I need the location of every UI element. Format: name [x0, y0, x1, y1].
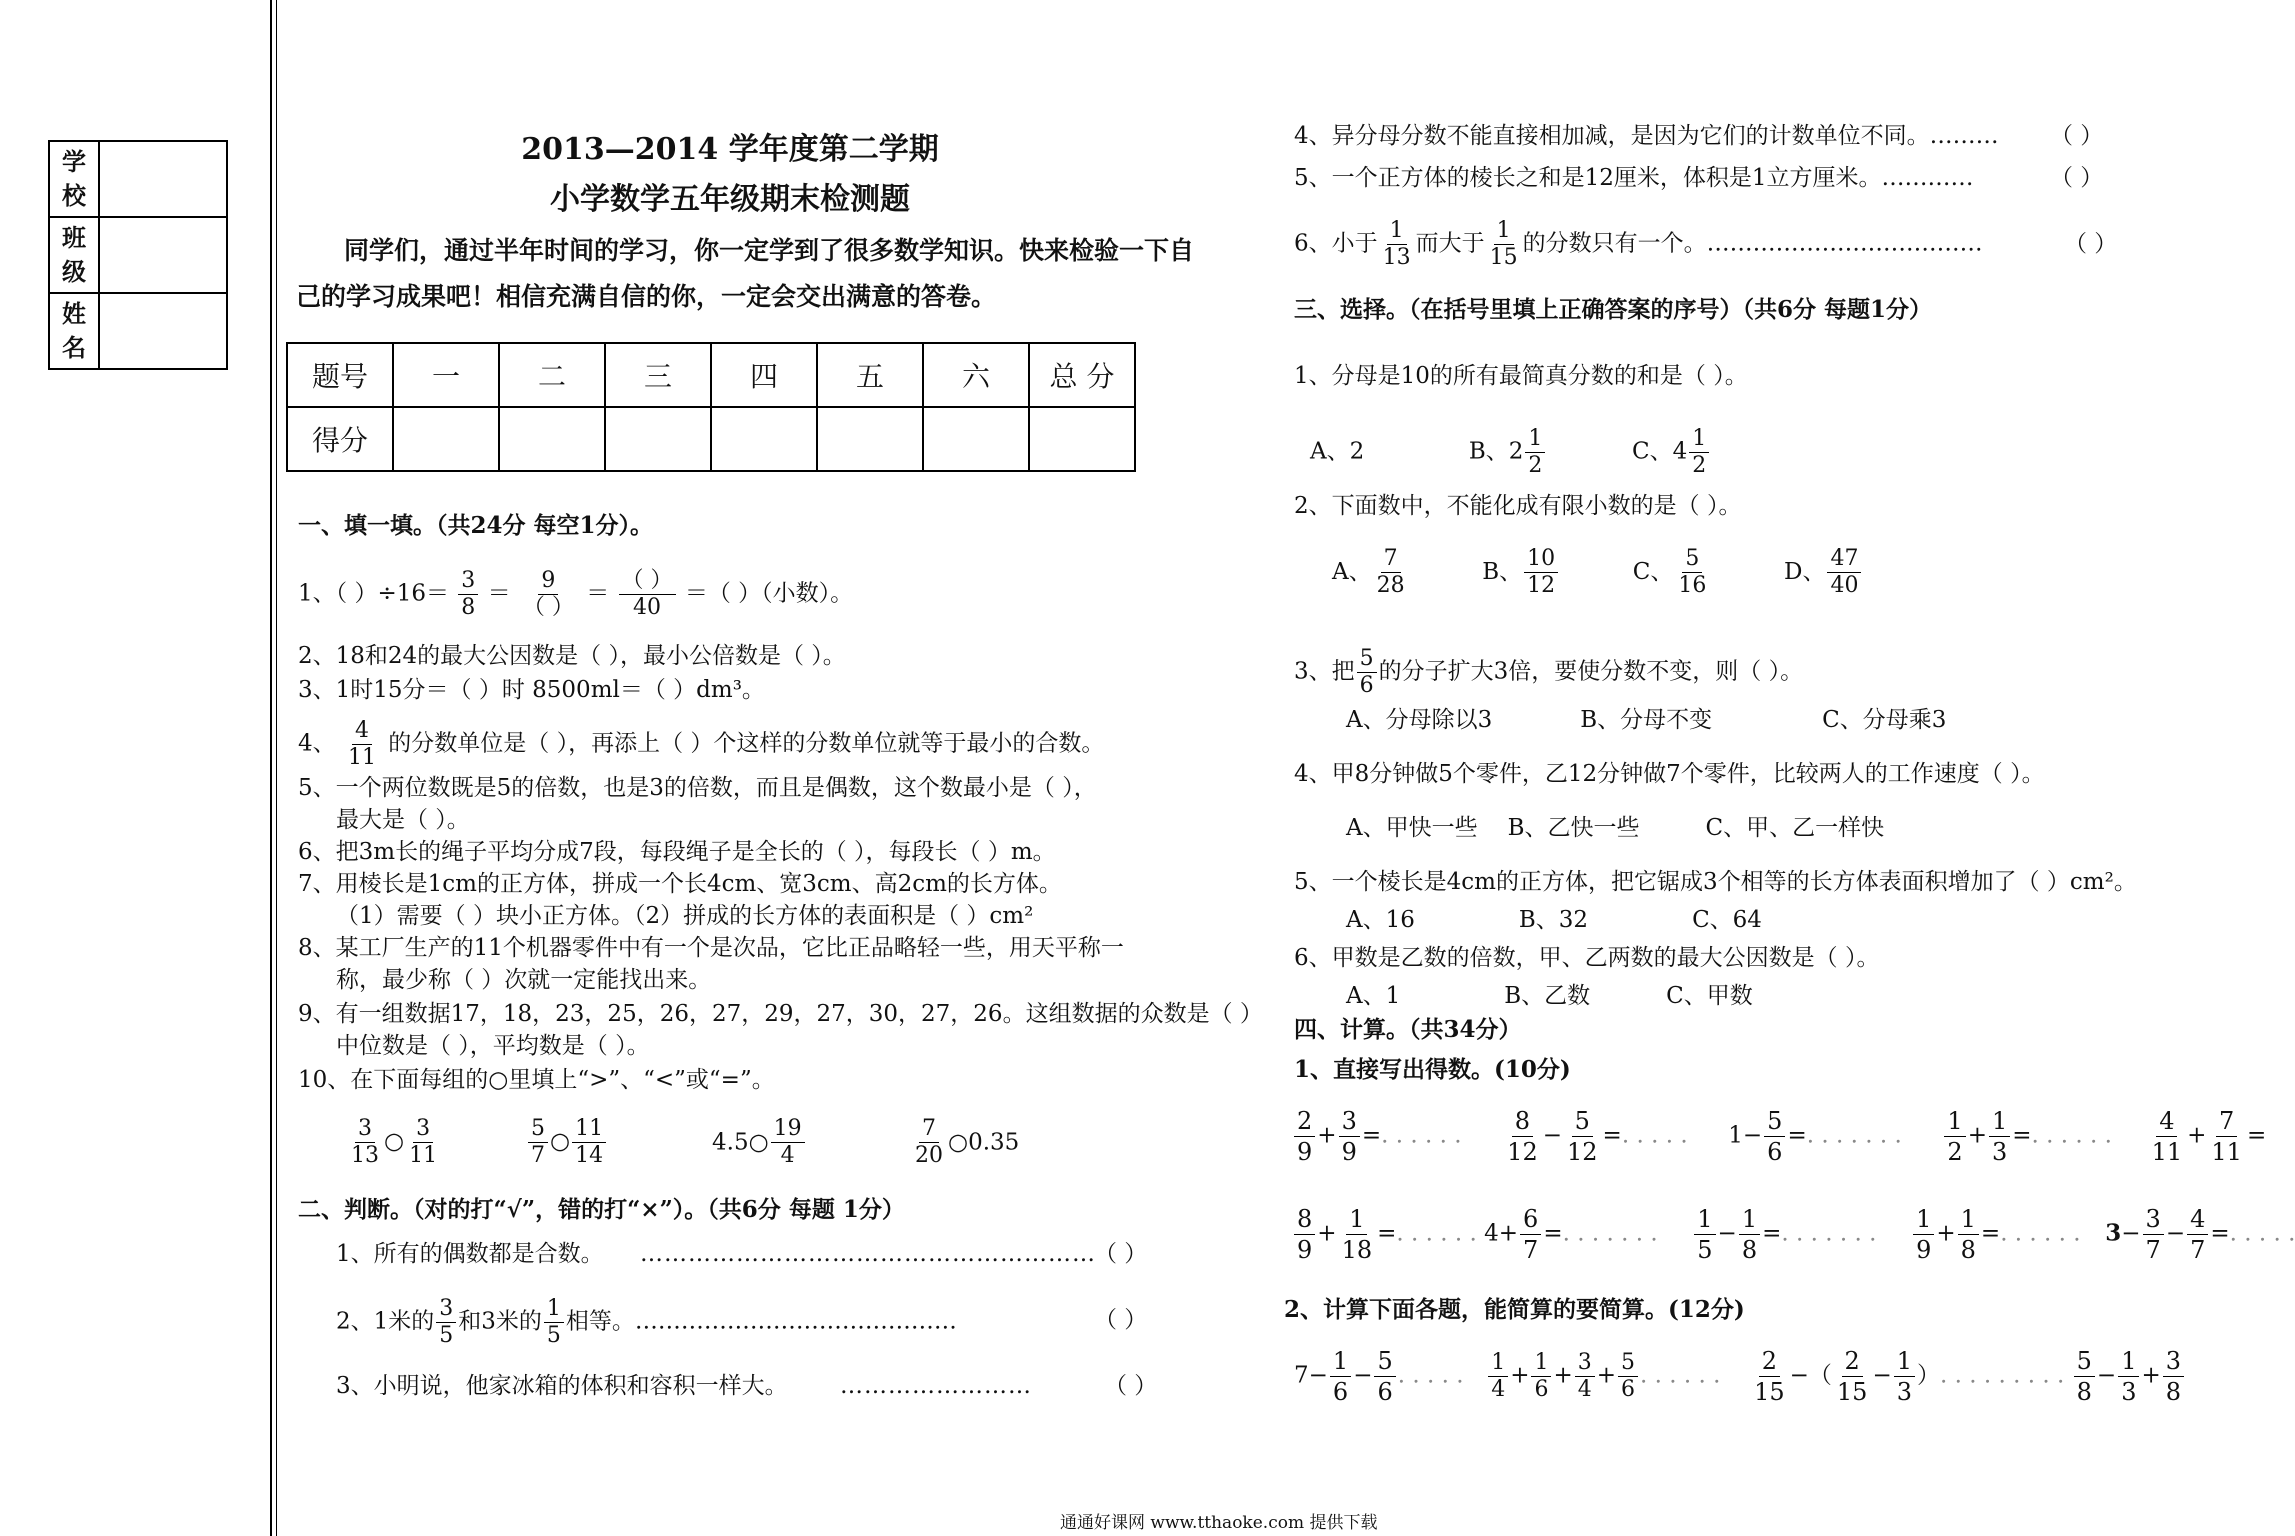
binding-line-2 [276, 0, 277, 1536]
choice-5: 5、一个棱长是4cm的正方体，把它锯成3个相等的长方体表面积增加了（ ）cm²。 [1294, 869, 2137, 895]
option-c[interactable]: C、甲、乙一样快 [1705, 815, 1885, 841]
section3-heading: 三、选择。（在括号里填上正确答案的序号）（共6分 每题1分） [1294, 296, 1933, 323]
choice-1: 1、分母是10的所有最简真分数的和是（ ）。 [1294, 363, 1748, 389]
choice-3: 3、把 $\frac{5}{6}$ 的分子扩大3倍，要使分数不变，则（ ）。 [1294, 646, 1804, 698]
exam-year-title: 2013—2014 学年度第二学期 [521, 132, 939, 167]
school-field[interactable] [100, 142, 226, 216]
q8-line1: 8、某工厂生产的11个机器零件中有一个是次品，它比正品略轻一些，用天平称一 [298, 935, 1124, 961]
fraction: $\frac{3}{8}$ [458, 568, 478, 621]
option-d[interactable]: D、 $\frac{47}{40}$ [1784, 559, 1863, 585]
option-b[interactable]: B、 $\frac{10}{12}$ [1482, 559, 1560, 585]
score-header-cell: 题号 [287, 343, 393, 407]
judge-3: 3、小明说，他家冰箱的体积和容积一样大。 [336, 1373, 788, 1399]
score-header-cell: 五 [817, 343, 923, 407]
score-header-cell: 二 [499, 343, 605, 407]
judge-5: 5、一个正方体的棱长之和是12厘米，体积是1立方厘米。………… [1294, 165, 1974, 191]
section4-heading: 四、计算。（共34分） [1294, 1016, 1522, 1043]
intro-line-2: 己的学习成果吧！相信充满自信的你，一定会交出满意的答卷。 [296, 282, 997, 311]
choice-4-options [1346, 812, 1884, 844]
option-c[interactable]: C、甲数 [1666, 983, 1753, 1009]
choice-4: 4、甲8分钟做5个零件，乙12分钟做7个零件，比较两人的工作速度（ ）。 [1294, 761, 2045, 787]
footer-source: 通通好课网 www.tthaoke.com 提供下载 [1060, 1513, 1378, 1533]
school-label: 学 校 [50, 142, 100, 216]
q9-line2: 中位数是（ ），平均数是（ ）。 [336, 1033, 650, 1059]
score-header-cell: 六 [923, 343, 1029, 407]
option-a[interactable]: A、2 [1310, 438, 1365, 465]
choice-2: 2、下面数中，不能化成有限小数的是（ ）。 [1294, 493, 1742, 519]
score-cell[interactable] [711, 407, 817, 471]
option-b[interactable]: B、分母不变 [1580, 707, 1713, 733]
q10-item-1: $\frac{3}{13}$ ○ $\frac{3}{11}$ [351, 1116, 438, 1168]
dot-leader: ………………………………………………… [640, 1241, 1096, 1267]
option-c[interactable]: C、4 [1632, 438, 1688, 465]
judge-5-answer[interactable]: （ ） [2050, 165, 2104, 191]
choice-6: 6、甲数是乙数的倍数，甲、乙两数的最大公因数是（ ）。 [1294, 945, 1880, 971]
dot-leader: …………………… [840, 1373, 1032, 1399]
q4: 4、 $\frac{4}{11}$ 的分数单位是（ ），再添上（ ）个这样的分数单位就等于最小的合数。 [298, 718, 1105, 770]
binding-line [270, 0, 272, 1536]
q5-line2: 最大是（ ）。 [336, 807, 470, 833]
choice-3-options [1346, 704, 1946, 736]
option-b[interactable]: B、乙数 [1504, 983, 1591, 1009]
option-a[interactable]: A、甲快一些 [1346, 815, 1478, 841]
q10-item-4: $\frac{7}{20}$ ○0.35 [915, 1116, 1020, 1168]
score-cell[interactable] [1029, 407, 1135, 471]
score-cell[interactable] [923, 407, 1029, 471]
q9-line1: 9、有一组数据17，18，23，25，26，27，29，27，30，27，26。这组数据的众数是（ ） [298, 1001, 1263, 1027]
option-c[interactable]: C、 $\frac{5}{16}$ [1632, 546, 1707, 598]
direct-calc-row-2: $\frac{8}{9}$ + $\frac{1}{18}$ =. . . . . . 4+ $\frac{6}{7}$ =. . . . . . . $\frac{1}{5}$ − $\frac{1}{8}$ =. . . . . . . $\frac{1}{9}$ + $\frac{1}{8}$ =. . . . . . 3− $\frac{3}{7}$ − $\frac{4}{7}$ =. . . . . [1292, 1204, 2295, 1265]
judge-4: 4、异分母分数不能直接相加减，是因为它们的计数单位不同。……… [1294, 123, 1999, 149]
judge-6: 6、小于 $\frac{1}{13}$ 而大于 $\frac{1}{15}$ 的分数只有一个。……………………………… [1294, 218, 1983, 270]
choice-1-options: A、2 B、2 $\frac{1}{2}$ C、4 $\frac{1}{2}$ [1310, 426, 1711, 479]
option-a[interactable]: A、分母除以3 [1346, 707, 1493, 733]
intro-line-1: 同学们，通过半年时间的学习，你一定学到了很多数学知识。快来检验一下自 [344, 236, 1195, 265]
score-header-cell: 三 [605, 343, 711, 407]
judge-4-answer[interactable]: （ ） [2050, 123, 2104, 149]
student-info-box [48, 140, 228, 370]
score-header-cell: 总 分 [1029, 343, 1135, 407]
judge-2-answer[interactable]: （ ） [1094, 1307, 1148, 1333]
option-b[interactable]: B、2 [1468, 438, 1524, 465]
judge-2: 2、1米的 $\frac{3}{5}$ 和3米的 $\frac{1}{5}$ 相等。…………………………………… [336, 1296, 957, 1348]
score-cell[interactable] [817, 407, 923, 471]
option-b[interactable]: B、乙快一些 [1507, 815, 1640, 841]
q5-line1: 5、一个两位数既是5的倍数，也是3的倍数，而且是偶数，这个数最小是（ ）， [298, 775, 1097, 801]
option-c[interactable]: C、分母乘3 [1822, 707, 1947, 733]
option-a[interactable]: A、 $\frac{7}{28}$ [1332, 546, 1405, 598]
direct-calc-row-1: $\frac{2}{9}$ + $\frac{3}{9}$ =. . . . . . $\frac{8}{12}$ − $\frac{5}{12}$ =. . . . . 1− $\frac{5}{6}$ =. . . . . . . $\frac{1}{2}$ + $\frac{1}{3}$ =. . . . . . $\frac{4}{11}$ + $\frac{7}{11}$ = [1292, 1106, 2266, 1167]
judge-3-answer[interactable]: （ ） [1104, 1373, 1158, 1399]
q7-line1: 7、用棱长是1cm的正方体，拼成一个长4cm、宽3cm、高2cm的长方体。 [298, 871, 1062, 897]
choice-2-options [1332, 546, 1863, 599]
option-a[interactable]: A、1 [1346, 983, 1401, 1009]
section1-heading: 一、填一填。（共24分 每空1分）。 [298, 512, 654, 539]
q10-item-2: $\frac{5}{7}$ ○ $\frac{11}{14}$ [526, 1116, 608, 1169]
q6: 6、把3m长的绳子平均分成7段，每段绳子是全长的（ ），每段长（ ）m。 [298, 839, 1056, 865]
section4-sub2: 2、计算下面各题，能简算的要简算。(12分) [1284, 1296, 1745, 1323]
judge-1-answer[interactable]: （ ） [1094, 1241, 1148, 1267]
judge-1: 1、所有的偶数都是合数。 [336, 1241, 604, 1267]
q3: 3、1时15分＝（ ）时 8500ml＝（ ）dm³。 [298, 677, 765, 703]
choice-5-options [1346, 904, 1762, 936]
choice-6-options [1346, 980, 1753, 1012]
fraction: $\frac{( )}{40}$ [619, 568, 676, 621]
q1: 1、（ ）÷16＝ $\frac{3}{8}$ ＝ $\frac{9}{( )}$ ＝ $\frac{( )}{40}$ ＝（ ）（小数）。 [298, 568, 854, 620]
score-cell[interactable] [499, 407, 605, 471]
class-field[interactable] [100, 218, 226, 292]
q2: 2、18和24的最大公因数是（ ），最小公倍数是（ ）。 [298, 643, 846, 669]
calc-row: 7− $\frac{1}{6}$ − $\frac{5}{6}$ . . . . . $\frac{1}{4}$ + $\frac{1}{6}$ + $\frac{3}{4}$ + $\frac{5}{6}$ . . . . . . $\frac{2}{15}$ −（ $\frac{2}{15}$ − $\frac{1}{3}$ ）. . . . . . . . . $\frac{5}{8}$ − $\frac{1}{3}$ + $\frac{3}{8}$ [1294, 1346, 2186, 1407]
name-field[interactable] [100, 294, 226, 368]
section4-sub1: 1、直接写出得数。(10分) [1294, 1056, 1571, 1083]
q1-text: 1、（ ）÷16＝ [298, 580, 449, 607]
name-label: 姓 名 [50, 294, 100, 368]
score-header-row [287, 343, 1135, 407]
option-b[interactable]: B、32 [1518, 907, 1589, 933]
option-c[interactable]: C、64 [1692, 907, 1762, 933]
score-header-cell: 四 [711, 343, 817, 407]
score-row-label: 得分 [287, 407, 393, 471]
fraction: $\frac{9}{( )}$ [522, 568, 574, 620]
score-cell[interactable] [393, 407, 499, 471]
exam-title: 小学数学五年级期末检测题 [550, 182, 910, 217]
q7-line2: （1）需要（ ）块小正方体。（2）拼成的长方体的表面积是（ ）cm² [336, 903, 1034, 929]
fraction: $\frac{4}{11}$ [347, 718, 376, 770]
score-row [287, 407, 1135, 471]
judge-6-answer[interactable]: （ ） [2064, 231, 2118, 257]
option-a[interactable]: A、16 [1346, 907, 1415, 933]
score-cell[interactable] [605, 407, 711, 471]
q8-line2: 称，最少称（ ）次就一定能找出来。 [336, 967, 712, 993]
score-table [286, 342, 1136, 472]
intro-text [296, 228, 1196, 320]
class-label: 班 级 [50, 218, 100, 292]
q10-item-3: 4.5○ $\frac{19}{4}$ [712, 1116, 807, 1169]
section2-heading: 二、判断。（对的打“√”，错的打“×”）。（共6分 每题 1分） [298, 1196, 905, 1223]
q10: 10、在下面每组的○里填上“>”、“<”或“=”。 [298, 1067, 775, 1093]
score-header-cell: 一 [393, 343, 499, 407]
